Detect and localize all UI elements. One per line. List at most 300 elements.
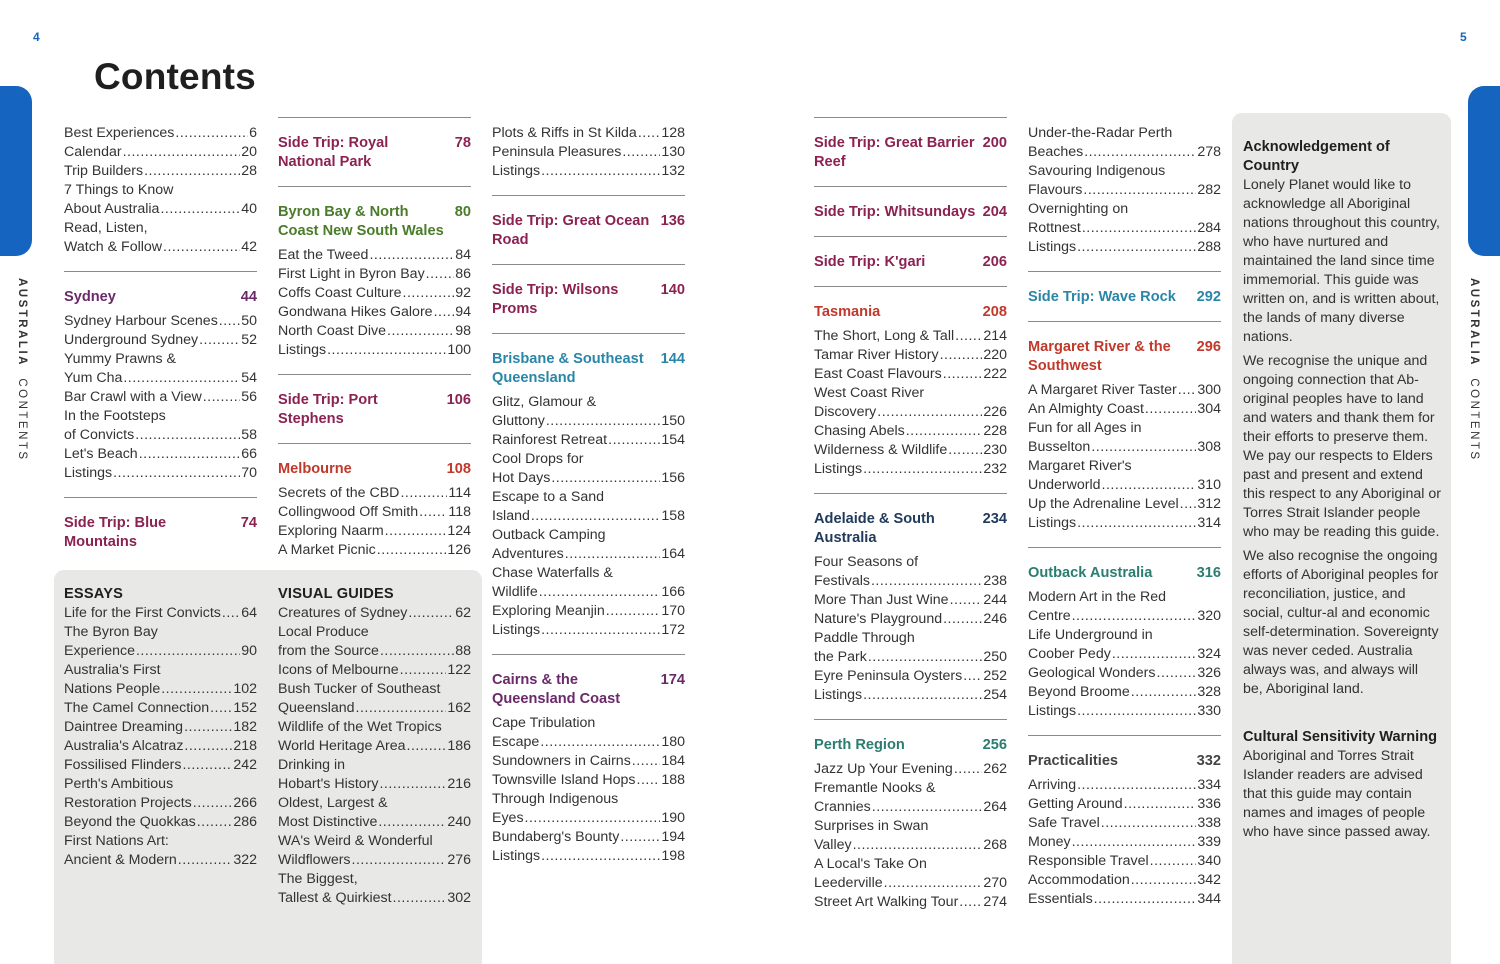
dot-leader: [863, 460, 982, 479]
toc-entry-line: Cape Tribulation: [492, 715, 596, 731]
toc-entry[interactable]: [278, 889, 471, 908]
toc-entry-title: Listings: [814, 461, 863, 477]
toc-entry[interactable]: [492, 124, 685, 143]
toc-entry-page: 64: [241, 605, 257, 621]
section-heading[interactable]: [64, 288, 257, 307]
toc-entry-line: The Byron Bay: [64, 624, 158, 640]
toc-entry[interactable]: [814, 648, 1007, 667]
toc-entry[interactable]: [814, 460, 1007, 479]
toc-entry[interactable]: [64, 756, 257, 775]
toc-entry-page: 132: [661, 163, 685, 179]
toc-entry[interactable]: [278, 522, 471, 541]
toc-entry-title: Creatures of Sydney: [278, 605, 408, 621]
toc-entry-line: WA's Weird & Wonderful: [278, 833, 433, 849]
dot-leader: [178, 851, 233, 870]
toc-entry[interactable]: [492, 469, 685, 488]
toc-entry[interactable]: [492, 847, 685, 866]
section-title: Practicalities: [1028, 753, 1119, 769]
dot-leader: [144, 162, 240, 181]
dot-leader: [113, 464, 240, 483]
toc-entry[interactable]: [278, 604, 471, 623]
section-page: 108: [446, 461, 471, 477]
toc-entry-title: Island: [492, 508, 530, 524]
toc-entry-page: 220: [983, 347, 1007, 363]
toc-entry[interactable]: [64, 124, 257, 143]
essays-heading: ESSAYS: [64, 586, 124, 602]
toc-entry-title: First Light in Byron Bay: [278, 266, 425, 282]
toc-entry[interactable]: [278, 851, 471, 870]
toc-entry[interactable]: [278, 775, 471, 794]
toc-entry[interactable]: [492, 828, 685, 847]
toc-entry-title: Eat the Tweed: [278, 247, 369, 263]
toc-entry-page: 198: [661, 848, 685, 864]
toc-entry[interactable]: [64, 162, 257, 181]
page-title: Contents: [94, 56, 256, 97]
dot-leader: [943, 610, 982, 629]
section-heading[interactable]: [814, 736, 1007, 755]
toc-entry-page: 338: [1197, 815, 1221, 831]
toc-entry-title: the Park: [814, 649, 867, 665]
toc-entry[interactable]: [64, 464, 257, 483]
section-page: 206: [982, 254, 1007, 270]
dot-leader: [1083, 181, 1196, 200]
page-number-left: 4: [33, 30, 40, 44]
toc-entry[interactable]: [278, 737, 471, 756]
toc-entry[interactable]: [814, 798, 1007, 817]
toc-entry-title: Eyre Peninsula Oysters: [814, 668, 963, 684]
section-heading[interactable]: [814, 303, 1007, 322]
section-page: 140: [660, 282, 685, 298]
toc-entry[interactable]: [64, 445, 257, 464]
toc-entry-page: 334: [1197, 777, 1221, 793]
toc-entry[interactable]: [492, 583, 685, 602]
toc-entry-page: 58: [241, 427, 257, 443]
section-heading[interactable]: [278, 391, 471, 429]
toc-entry-page: 90: [241, 643, 257, 659]
toc-entry[interactable]: [64, 642, 257, 661]
toc-entry-page: 330: [1197, 703, 1221, 719]
toc-entry-title: Listings: [278, 342, 327, 358]
toc-entry-page: 128: [661, 125, 685, 141]
toc-entry[interactable]: [492, 162, 685, 181]
dot-leader: [943, 365, 983, 384]
toc-entry[interactable]: [64, 604, 257, 623]
dot-leader: [193, 794, 233, 813]
toc-entry-page: 322: [233, 852, 257, 868]
dot-leader: [1131, 683, 1197, 702]
toc-entry-title: Sundowners in Cairns: [492, 753, 631, 769]
toc-entry-title: Collingwood Off Smith: [278, 504, 419, 520]
toc-entry-title: Listings: [1028, 515, 1077, 531]
toc-entry[interactable]: [1028, 238, 1221, 257]
toc-entry-line: Four Seasons of: [814, 554, 919, 570]
section-heading[interactable]: [814, 203, 1007, 222]
chapter-tab-left: [0, 86, 32, 256]
section-title: Side Trip: Blue Mountains: [64, 515, 167, 550]
section-heading[interactable]: [1028, 338, 1221, 376]
dot-leader: [1102, 476, 1197, 495]
section-heading[interactable]: [278, 134, 471, 172]
toc-entry-title: Exploring Meanjin: [492, 603, 605, 619]
toc-entry[interactable]: [278, 813, 471, 832]
dot-leader: [1150, 852, 1197, 871]
toc-entry-line: Drinking in: [278, 757, 346, 773]
toc-entry-title: Daintree Dreaming: [64, 719, 184, 735]
section-title: Cairns & the Queensland Coast: [492, 672, 621, 707]
dot-leader: [400, 484, 447, 503]
toc-entry-title: East Coast Flavours: [814, 366, 942, 382]
toc-entry[interactable]: [814, 346, 1007, 365]
dot-leader: [940, 346, 983, 365]
toc-section: [1028, 271, 1221, 307]
toc-column-2: [278, 117, 471, 574]
toc-entry-title: Discovery: [814, 404, 877, 420]
toc-entry-page: 52: [241, 332, 257, 348]
toc-entry[interactable]: [492, 752, 685, 771]
toc-entry[interactable]: [492, 621, 685, 640]
toc-entry[interactable]: [64, 331, 257, 350]
toc-column-4: [814, 117, 1007, 926]
toc-entry[interactable]: [814, 572, 1007, 591]
toc-entry-title: The Camel Connection: [64, 700, 210, 716]
toc-entry-line: Fremantle Nooks &: [814, 780, 936, 796]
toc-entry[interactable]: [814, 422, 1007, 441]
section-heading[interactable]: [814, 253, 1007, 272]
toc-entry[interactable]: [492, 809, 685, 828]
toc-entry-page: 216: [447, 776, 471, 792]
toc-entry[interactable]: [1028, 645, 1221, 664]
toc-entry-page: 92: [455, 285, 471, 301]
dot-leader: [948, 441, 982, 460]
toc-entry-page: 214: [983, 328, 1007, 344]
toc-entry[interactable]: [64, 143, 257, 162]
toc-section: [814, 719, 1007, 912]
toc-entry-title: Busselton: [1028, 439, 1091, 455]
toc-entry[interactable]: [1028, 476, 1221, 495]
toc-entry[interactable]: [814, 365, 1007, 384]
toc-entry[interactable]: [814, 591, 1007, 610]
toc-entry[interactable]: [64, 737, 257, 756]
dot-leader: [387, 322, 454, 341]
toc-section: [64, 124, 257, 257]
dot-leader: [622, 143, 660, 162]
section-heading[interactable]: [1028, 564, 1221, 583]
toc-entry-line: Paddle Through: [814, 630, 915, 646]
dot-leader: [408, 604, 454, 623]
dot-leader: [199, 331, 240, 350]
toc-entry-page: 286: [233, 814, 257, 830]
toc-entry-line: Read, Listen,: [64, 220, 148, 236]
dot-leader: [377, 541, 447, 560]
dot-leader: [184, 737, 232, 756]
toc-entry-page: 230: [983, 442, 1007, 458]
toc-entry-title: Australia's Alcatraz: [64, 738, 184, 754]
dot-leader: [540, 733, 660, 752]
toc-entry-line: Fun for all Ages in: [1028, 420, 1142, 436]
toc-entry-title: Underworld: [1028, 477, 1101, 493]
dot-leader: [123, 143, 241, 162]
toc-entry[interactable]: [492, 507, 685, 526]
toc-entry[interactable]: [278, 265, 471, 284]
toc-section: [1028, 124, 1221, 257]
section-page: 208: [982, 304, 1007, 320]
dot-leader: [160, 200, 240, 219]
toc-entry-page: 238: [983, 573, 1007, 589]
dot-leader: [380, 642, 454, 661]
toc-entry[interactable]: [1028, 495, 1221, 514]
toc-entry-page: 326: [1197, 665, 1221, 681]
dot-leader: [426, 265, 455, 284]
toc-entry-title: Leederville: [814, 875, 883, 891]
toc-entry-page: 62: [455, 605, 471, 621]
section-heading[interactable]: [1028, 752, 1221, 771]
toc-entry[interactable]: [278, 661, 471, 680]
toc-entry-line: Savouring Indigenous: [1028, 163, 1166, 179]
toc-entry[interactable]: [1028, 381, 1221, 400]
dot-leader: [950, 591, 983, 610]
section-page: 296: [1196, 339, 1221, 355]
toc-entry[interactable]: [814, 441, 1007, 460]
toc-entry[interactable]: [64, 699, 257, 718]
toc-entry-title: Coober Pedy: [1028, 646, 1111, 662]
toc-section: [814, 117, 1007, 172]
toc-entry-line: Through Indigenous: [492, 791, 619, 807]
toc-entry-title: Tamar River History: [814, 347, 939, 363]
toc-entry-title: Chasing Abels: [814, 423, 905, 439]
toc-entry[interactable]: [1028, 871, 1221, 890]
toc-entry[interactable]: [64, 813, 257, 832]
toc-entry-page: 250: [983, 649, 1007, 665]
section-title: Byron Bay & North Coast New South Wales: [278, 204, 444, 239]
toc-entry[interactable]: [492, 412, 685, 431]
toc-entry-page: 276: [447, 852, 471, 868]
toc-entry[interactable]: [1028, 143, 1221, 162]
toc-entry-page: 264: [983, 799, 1007, 815]
dot-leader: [853, 836, 983, 855]
toc-entry[interactable]: [814, 327, 1007, 346]
section-title: Side Trip: Wilsons Proms: [492, 282, 619, 317]
toc-entry[interactable]: [1028, 219, 1221, 238]
toc-entry-title: Icons of Melbourne: [278, 662, 399, 678]
dot-leader: [219, 312, 240, 331]
toc-entry-page: 186: [447, 738, 471, 754]
toc-entry[interactable]: [64, 680, 257, 699]
toc-entry-title: Sydney Harbour Scenes: [64, 313, 218, 329]
toc-entry-title: Nature's Playground: [814, 611, 943, 627]
toc-entry-line: Wildlife of the Wet Tropics: [278, 719, 442, 735]
toc-entry-title: of Convicts: [64, 427, 135, 443]
dot-leader: [378, 813, 446, 832]
toc-entry[interactable]: [814, 610, 1007, 629]
toc-entry-title: A Margaret River Taster: [1028, 382, 1177, 398]
toc-entry-page: 282: [1197, 182, 1221, 198]
chapter-tab-right: [1468, 86, 1500, 256]
toc-entry-title: Beaches: [1028, 144, 1084, 160]
toc-entry[interactable]: [278, 503, 471, 522]
section-title: Melbourne: [278, 461, 352, 477]
toc-entry[interactable]: [1028, 181, 1221, 200]
toc-entry-title: Valley: [814, 837, 852, 853]
toc-entry-page: 244: [983, 592, 1007, 608]
toc-entry-title: Underground Sydney: [64, 332, 199, 348]
toc-entry[interactable]: [492, 602, 685, 621]
toc-entry-line: Escape to a Sand: [492, 489, 605, 505]
toc-entry[interactable]: [1028, 852, 1221, 871]
toc-entry[interactable]: [814, 874, 1007, 893]
toc-entry[interactable]: [278, 642, 471, 661]
dot-leader: [632, 752, 661, 771]
toc-entry-page: 122: [447, 662, 471, 678]
dot-leader: [877, 403, 982, 422]
section-title: Side Trip: Great Barrier Reef: [814, 135, 975, 170]
dot-leader: [1131, 871, 1197, 890]
toc-entry[interactable]: [1028, 890, 1221, 909]
toc-entry-title: Let's Beach: [64, 446, 138, 462]
toc-entry[interactable]: [278, 303, 471, 322]
toc-entry-page: 288: [1197, 239, 1221, 255]
toc-entry-title: Up the Adrenaline Level: [1028, 496, 1179, 512]
section-heading[interactable]: [492, 350, 685, 388]
toc-entry[interactable]: [814, 686, 1007, 705]
toc-entry-title: Fossilised Flinders: [64, 757, 182, 773]
toc-entry[interactable]: [1028, 664, 1221, 683]
toc-entry-page: 40: [241, 201, 257, 217]
toc-entry[interactable]: [64, 369, 257, 388]
toc-entry[interactable]: [1028, 514, 1221, 533]
toc-entry-page: 126: [447, 542, 471, 558]
dot-leader: [1178, 381, 1197, 400]
toc-entry[interactable]: [1028, 607, 1221, 626]
toc-entry-title: The Short, Long & Tall: [814, 328, 955, 344]
toc-entry[interactable]: [1028, 438, 1221, 457]
toc-entry[interactable]: [278, 322, 471, 341]
section-heading[interactable]: [64, 514, 257, 552]
dot-leader: [182, 756, 232, 775]
toc-entry[interactable]: [64, 426, 257, 445]
toc-entry[interactable]: [492, 143, 685, 162]
toc-entry-page: 184: [661, 753, 685, 769]
toc-entry-title: Hobart's History: [278, 776, 379, 792]
dot-leader: [1077, 776, 1196, 795]
toc-entry-page: 50: [241, 313, 257, 329]
toc-entry[interactable]: [814, 836, 1007, 855]
section-heading[interactable]: [814, 510, 1007, 548]
dot-leader: [1072, 833, 1197, 852]
toc-entry[interactable]: [814, 403, 1007, 422]
dot-leader: [1180, 495, 1197, 514]
toc-entry-page: 226: [983, 404, 1007, 420]
acknowledgement-panel: [1232, 113, 1451, 964]
dot-leader: [525, 809, 661, 828]
section-title: Tasmania: [814, 304, 881, 320]
toc-entry[interactable]: [278, 484, 471, 503]
toc-entry-page: 339: [1197, 834, 1221, 850]
toc-entry-page: 152: [233, 700, 257, 716]
toc-entry[interactable]: [1028, 833, 1221, 852]
toc-entry[interactable]: [814, 893, 1007, 912]
toc-entry-title: Bar Crawl with a View: [64, 389, 202, 405]
toc-entry[interactable]: [64, 238, 257, 257]
toc-entry-page: 124: [447, 523, 471, 539]
toc-entry[interactable]: [492, 733, 685, 752]
toc-section: [492, 264, 685, 319]
toc-entry[interactable]: [278, 284, 471, 303]
toc-entry[interactable]: [278, 699, 471, 718]
toc-entry[interactable]: [64, 794, 257, 813]
section-heading[interactable]: [278, 460, 471, 479]
dot-leader: [379, 775, 446, 794]
toc-entry[interactable]: [64, 200, 257, 219]
dot-leader: [638, 124, 661, 143]
toc-entry-page: 84: [455, 247, 471, 263]
toc-entry[interactable]: [1028, 702, 1221, 721]
section-title: Perth Region: [814, 737, 905, 753]
toc-entry-line: Outback Camping: [492, 527, 606, 543]
toc-entry[interactable]: [64, 718, 257, 737]
toc-entry[interactable]: [1028, 400, 1221, 419]
section-title: Side Trip: Great Ocean Road: [492, 213, 650, 248]
toc-entry-title: Listings: [492, 163, 541, 179]
toc-entry[interactable]: [492, 431, 685, 450]
dot-leader: [123, 369, 240, 388]
section-heading[interactable]: [492, 281, 685, 319]
toc-entry-line: First Nations Art:: [64, 833, 169, 849]
toc-entry[interactable]: [1028, 776, 1221, 795]
toc-section: [814, 493, 1007, 705]
toc-entry-page: 268: [983, 837, 1007, 853]
toc-section: [814, 286, 1007, 479]
dot-leader: [1077, 702, 1196, 721]
section-heading[interactable]: [492, 671, 685, 709]
toc-entry-title: North Coast Dive: [278, 323, 387, 339]
toc-entry-page: 336: [1197, 796, 1221, 812]
section-heading[interactable]: [492, 212, 685, 250]
dot-leader: [222, 604, 240, 623]
toc-entry[interactable]: [64, 312, 257, 331]
toc-entry[interactable]: [64, 851, 257, 870]
toc-entry-title: Peninsula Pleasures: [492, 144, 622, 160]
section-title: Margaret River & the Southwest: [1028, 339, 1171, 374]
section-page: 74: [240, 515, 257, 531]
section-heading[interactable]: [278, 203, 471, 241]
dot-leader: [210, 699, 232, 718]
toc-entry-page: 328: [1197, 684, 1221, 700]
toc-entry-page: 6: [249, 125, 257, 141]
toc-entry-title: Wilderness & Wildlife: [814, 442, 948, 458]
section-title: Sydney: [64, 289, 116, 305]
toc-entry-title: Listings: [814, 687, 863, 703]
toc-entry[interactable]: [1028, 814, 1221, 833]
toc-entry[interactable]: [1028, 683, 1221, 702]
toc-entry[interactable]: [64, 388, 257, 407]
toc-entry[interactable]: [814, 760, 1007, 779]
toc-entry[interactable]: [278, 541, 471, 560]
section-page: 80: [454, 204, 471, 220]
toc-entry-page: 54: [241, 370, 257, 386]
toc-entry[interactable]: [492, 545, 685, 564]
toc-entry[interactable]: [278, 246, 471, 265]
dot-leader: [407, 737, 447, 756]
section-heading[interactable]: [1028, 288, 1221, 307]
section-heading[interactable]: [814, 134, 1007, 172]
toc-entry-page: 28: [241, 163, 257, 179]
toc-entry[interactable]: [492, 771, 685, 790]
toc-entry-page: 312: [1197, 496, 1221, 512]
toc-entry[interactable]: [1028, 795, 1221, 814]
toc-entry[interactable]: [814, 667, 1007, 686]
toc-entry-title: Arriving: [1028, 777, 1077, 793]
toc-entry[interactable]: [278, 341, 471, 360]
